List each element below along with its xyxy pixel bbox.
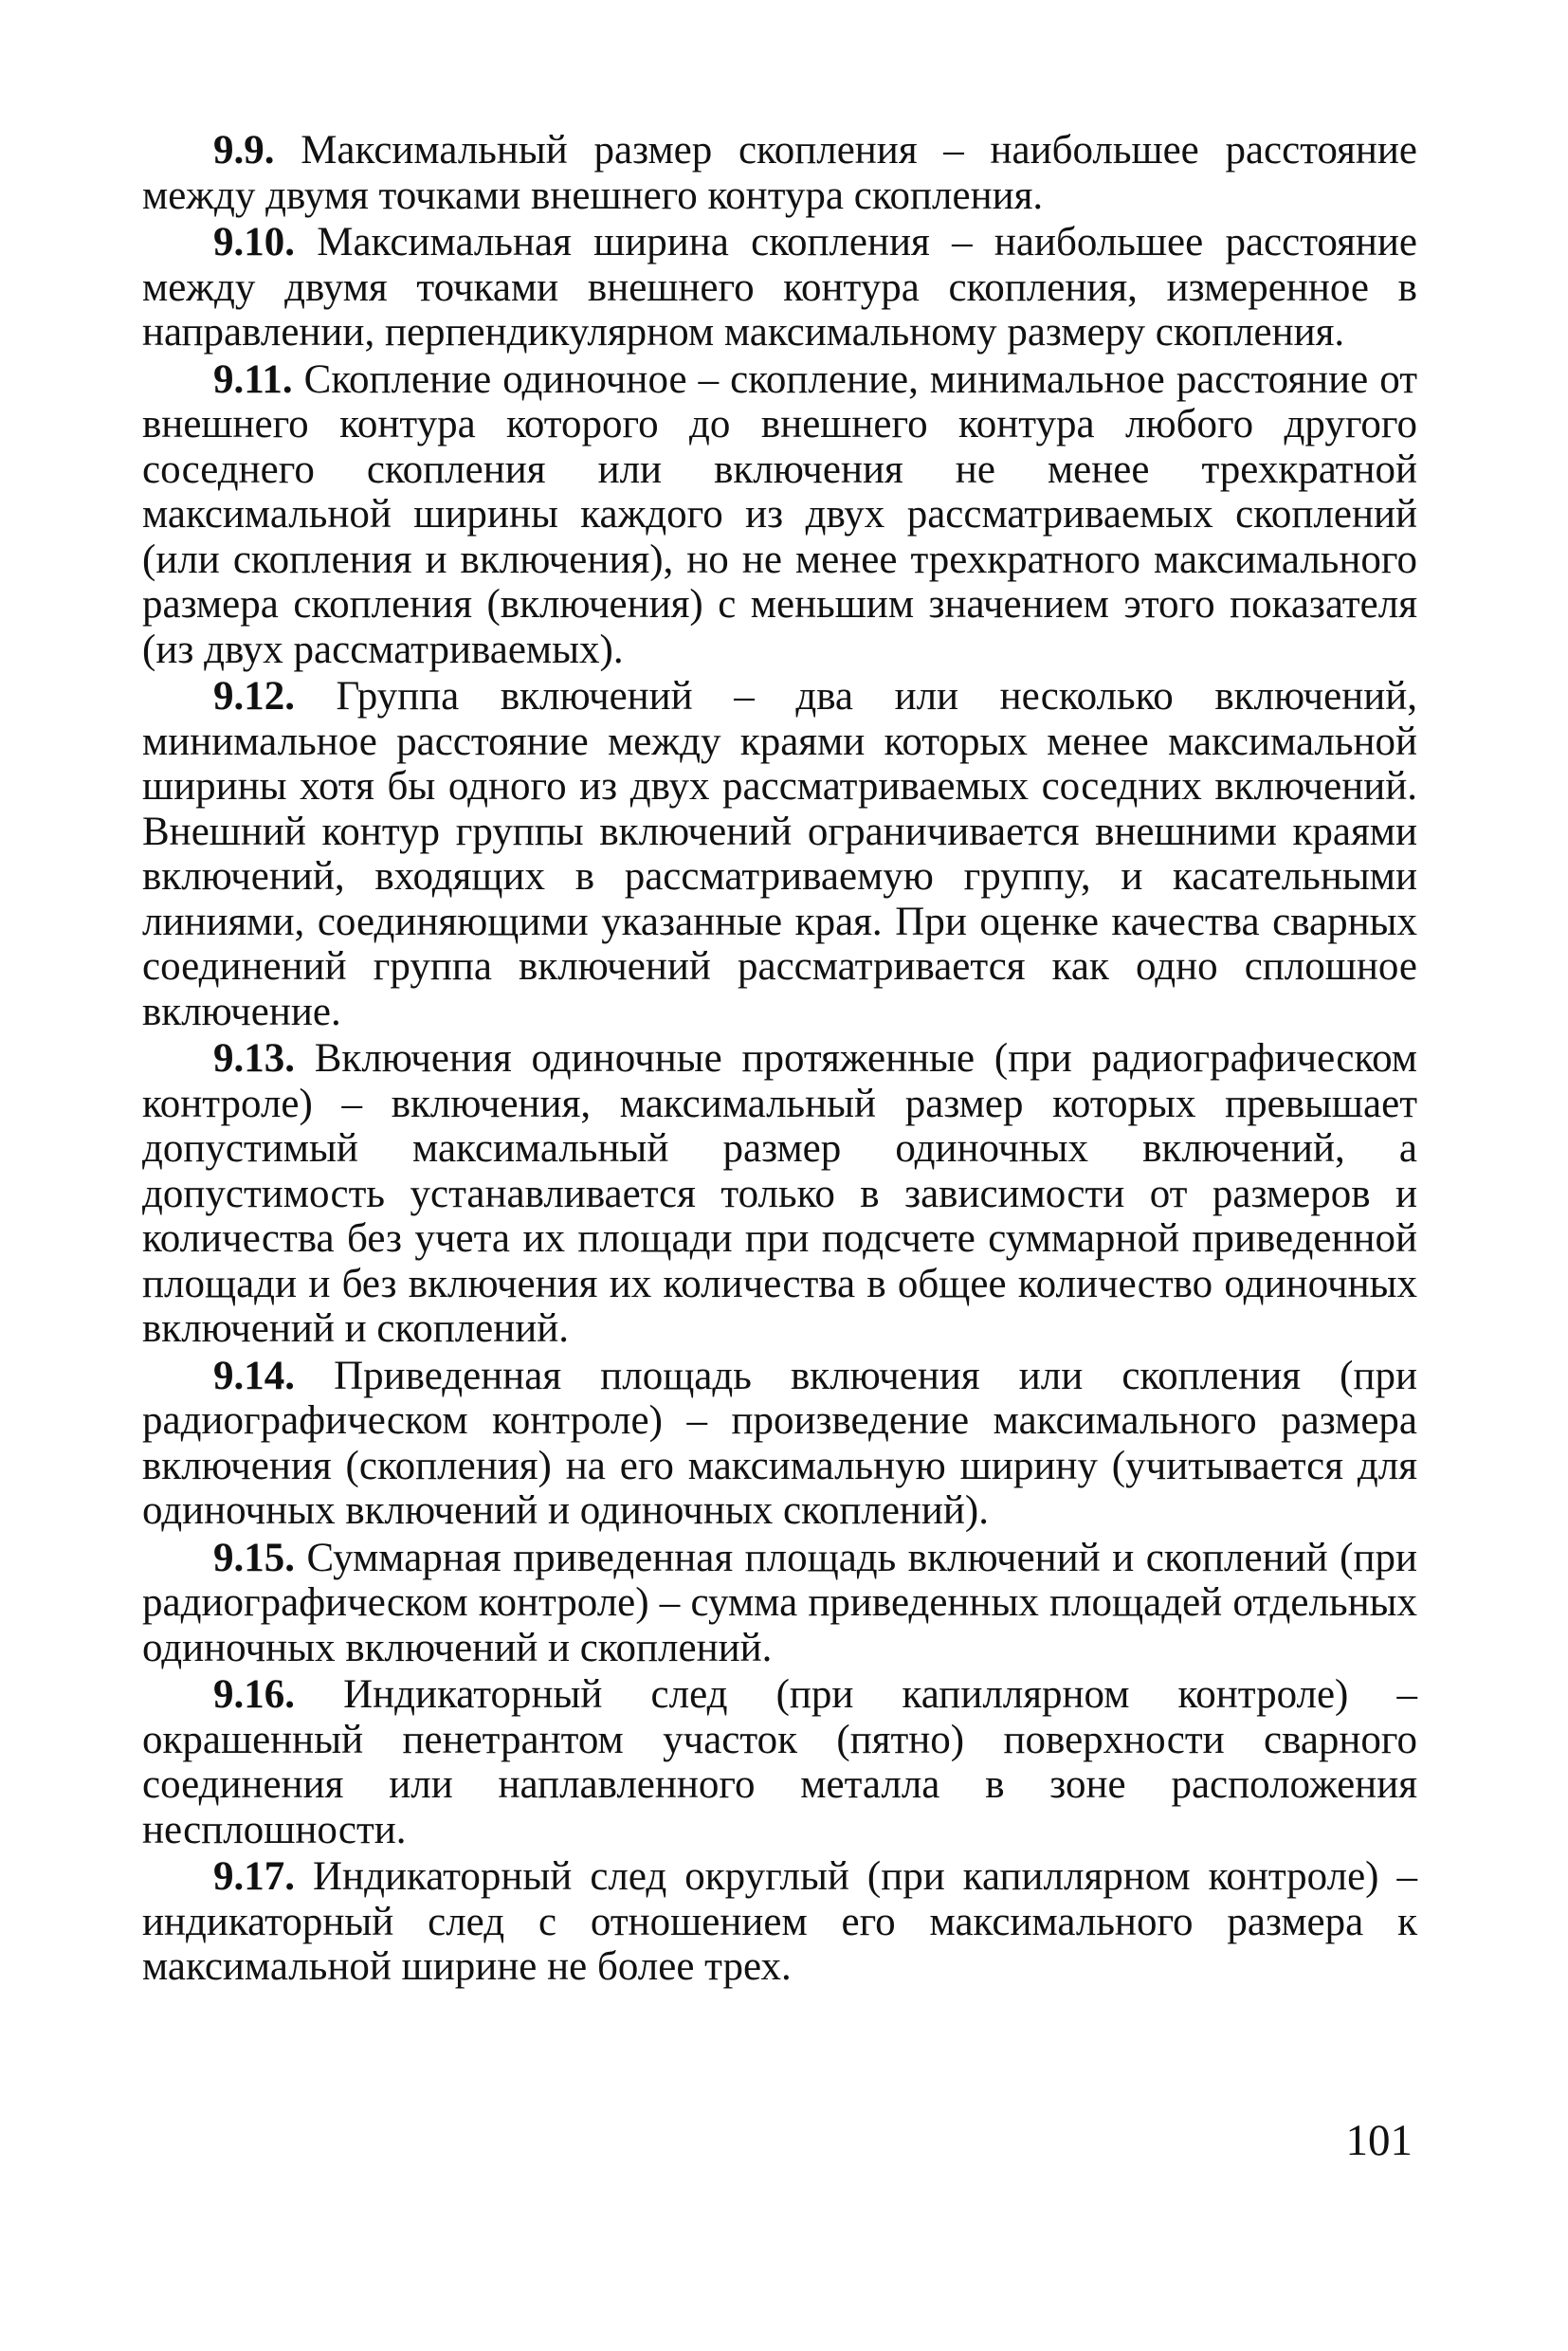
paragraph-text: Приведенная площадь включения или скопления (при радиографическом контроле) – произведение максимального размера включения (скопления) на его максимальную ширину (учитывается для одиночных включений и одиночных скоплений).	[142, 1353, 1417, 1533]
paragraph-9-13	[142, 1036, 1417, 1352]
paragraph-9-10	[142, 220, 1417, 355]
paragraph-text: Индикаторный след округлый (при капиллярном контроле) – индикаторный след с отношением его максимального размера к максимальной ширине не более трех.	[142, 1854, 1417, 1989]
paragraph-9-15	[142, 1536, 1417, 1671]
paragraph-number: 9.16.	[213, 1672, 295, 1717]
paragraph-text: Скопление одиночное – скопление, минимальное расстояние от внешнего контура которого до внешнего контура любого другого соседнего скопления или включения не менее трехкратной максимальной ширины каждого из двух рассматриваемых скоплений (или скопления и включения), но не менее трехкратного максимального размера скопления (включения) с меньшим значением этого показателя (из двух рассматриваемых).	[142, 356, 1417, 672]
paragraph-text: Суммарная приведенная площадь включений и скоплений (при радиографическом контроле) – сумма приведенных площадей отдельных одиночных включений и скоплений.	[142, 1535, 1417, 1670]
paragraph-text: Индикаторный след (при капиллярном контроле) – окрашенный пенетрантом участок (пятно) поверхности сварного соединения или наплавленного металла в зоне расположения несплошности.	[142, 1672, 1417, 1852]
body-text	[142, 128, 1417, 1992]
paragraph-9-16	[142, 1672, 1417, 1852]
paragraph-9-12	[142, 674, 1417, 1034]
paragraph-text: Максимальная ширина скопления – наибольшее расстояние между двумя точками внешнего контура скопления, измеренное в направлении, перпендикулярном максимальному размеру скопления.	[142, 220, 1417, 355]
paragraph-number: 9.10.	[213, 220, 295, 264]
paragraph-number: 9.11.	[213, 356, 293, 402]
paragraph-number: 9.14.	[213, 1353, 295, 1398]
paragraph-text: Включения одиночные протяженные (при радиографическом контроле) – включения, максимальный размер которых превышает допустимый максимальный размер одиночных включений, а допустимость устанавливается только в зависимости от размеров и количества без учета их площади при подсчете суммарной приведенной площади и без включения их количества в общее количество одиночных включений и скоплений.	[142, 1036, 1417, 1351]
paragraph-9-17	[142, 1854, 1417, 1990]
paragraph-number: 9.9.	[213, 128, 275, 173]
paragraph-number: 9.12.	[213, 674, 295, 719]
paragraph-9-14	[142, 1354, 1417, 1534]
page-number: 101	[1345, 2116, 1413, 2165]
paragraph-9-9	[142, 128, 1417, 218]
paragraph-number: 9.17.	[213, 1854, 295, 1899]
paragraph-text: Максимальный размер скопления – наибольшее расстояние между двумя точками внешнего контура скопления.	[142, 128, 1417, 218]
paragraph-9-11	[142, 357, 1417, 673]
paragraph-number: 9.13.	[213, 1036, 295, 1081]
paragraph-number: 9.15.	[213, 1535, 295, 1580]
paragraph-text: Группа включений – два или несколько включений, минимальное расстояние между краями которых менее максимальной ширины хотя бы одного из двух рассматриваемых соседних включений. Внешний контур группы включений ограничивается внешними краями включений, входящих в рассматриваемую группу, и касательными линиями, соединяющими указанные края. При оценке качества сварных соединений группа включений рассматривается как одно сплошное включение.	[142, 674, 1417, 1034]
